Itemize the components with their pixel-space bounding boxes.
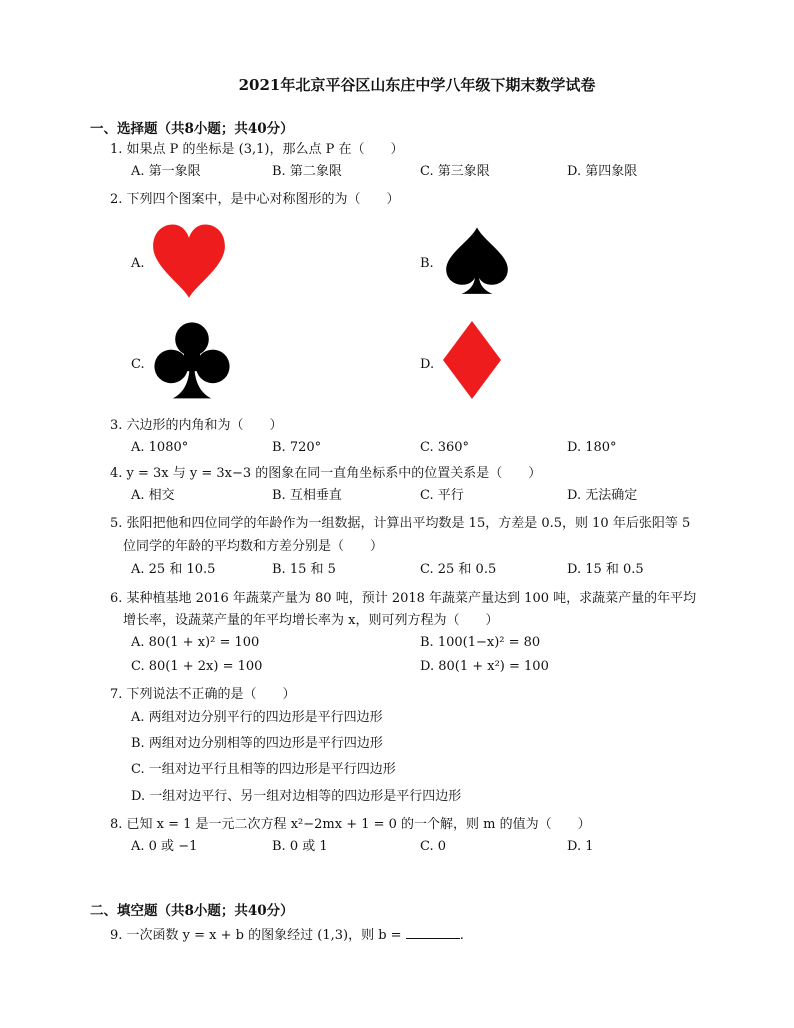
heart-icon [150,220,228,304]
question-2-stem: 2. 下列四个图案中，是中心对称图形的为（ ） [110,192,400,207]
section-heading-choice: 一、选择题（共8小题；共40分） [90,121,294,137]
question-6-option-d: D. 80(1 + x²) = 100 [420,659,549,674]
spade-icon [442,220,512,302]
question-7-option-a: A. 两组对边分别平行的四边形是平行四边形 [131,710,383,725]
question-4-option-c: C. 平行 [420,488,464,503]
question-4-stem: 4. y = 3x 与 y = 3x−3 的图象在同一直角坐标系中的位置关系是（ ） [110,466,542,481]
question-1-option-c: C. 第三象限 [420,164,490,179]
question-8-stem: 8. 已知 x = 1 是一元二次方程 x²−2mx + 1 = 0 的一个解，则 m 的值为（ ） [110,817,591,832]
question-3-stem: 3. 六边形的内角和为（ ） [110,418,283,433]
question-9-end: . [459,928,464,943]
question-6-option-a: A. 80(1 + x)² = 100 [131,635,260,650]
question-7-option-c: C. 一组对边平行且相等的四边形是平行四边形 [131,762,396,777]
question-1-option-a: A. 第一象限 [131,164,201,179]
question-8-option-c: C. 0 [420,839,447,854]
question-4-option-a: A. 相交 [131,488,175,503]
club-icon [150,320,234,400]
question-8-option-d: D. 1 [567,839,594,854]
question-1-option-b: B. 第二象限 [272,164,342,179]
question-4-option-b: B. 互相垂直 [272,488,342,503]
question-9 [110,926,464,946]
question-5-option-c: C. 25 和 0.5 [420,562,497,577]
question-5-option-d: D. 15 和 0.5 [567,562,644,577]
answer-blank[interactable] [406,926,460,939]
question-3-option-a: A. 1080° [131,440,189,455]
question-4-option-d: D. 无法确定 [567,488,638,503]
question-6-option-b: B. 100(1−x)² = 80 [420,635,541,650]
question-7-option-b: B. 两组对边分别相等的四边形是平行四边形 [131,736,383,751]
question-9-stem: 9. 一次函数 y = x + b 的图象经过 (1,3)，则 b = [110,928,402,943]
section-heading-fill-in: 二、填空题（共8小题；共40分） [90,903,294,919]
question-2-option-a-label: A. [131,256,145,271]
question-6-stem-continued: 增长率，设蔬菜产量的年平均增长率为 x，则可列方程为（ ） [123,613,499,628]
question-1-stem: 1. 如果点 P 的坐标是 (3,1)，那么点 P 在（ ） [110,142,404,157]
question-5-stem: 5. 张阳把他和四位同学的年龄作为一组数据，计算出平均数是 15，方差是 0.5，则 10 年后张阳等 5 [110,516,691,531]
question-8-option-b: B. 0 或 1 [272,839,328,854]
question-6-option-c: C. 80(1 + 2x) = 100 [131,659,263,674]
question-8-option-a: A. 0 或 −1 [131,839,198,854]
question-7-option-d: D. 一组对边平行、另一组对边相等的四边形是平行四边形 [131,789,462,804]
page-title: 2021年北京平谷区山东庄中学八年级下期末数学试卷 [238,76,596,94]
question-2-option-b-label: B. [420,256,434,271]
question-2-option-d-label: D. [420,357,435,372]
question-3-option-c: C. 360° [420,440,470,455]
diamond-icon [442,320,502,400]
question-1-option-d: D. 第四象限 [567,164,638,179]
question-5-stem-continued: 位同学的年龄的平均数和方差分别是（ ） [123,539,384,554]
question-3-option-d: D. 180° [567,440,617,455]
question-5-option-b: B. 15 和 5 [272,562,336,577]
question-7-stem: 7. 下列说法不正确的是（ ） [110,687,296,702]
question-5-option-a: A. 25 和 10.5 [131,562,216,577]
question-6-stem: 6. 某种植基地 2016 年蔬菜产量为 80 吨，预计 2018 年蔬菜产量达到 100 吨，求蔬菜产量的年平均 [110,591,697,606]
question-2-option-c-label: C. [131,357,145,372]
question-3-option-b: B. 720° [272,440,322,455]
